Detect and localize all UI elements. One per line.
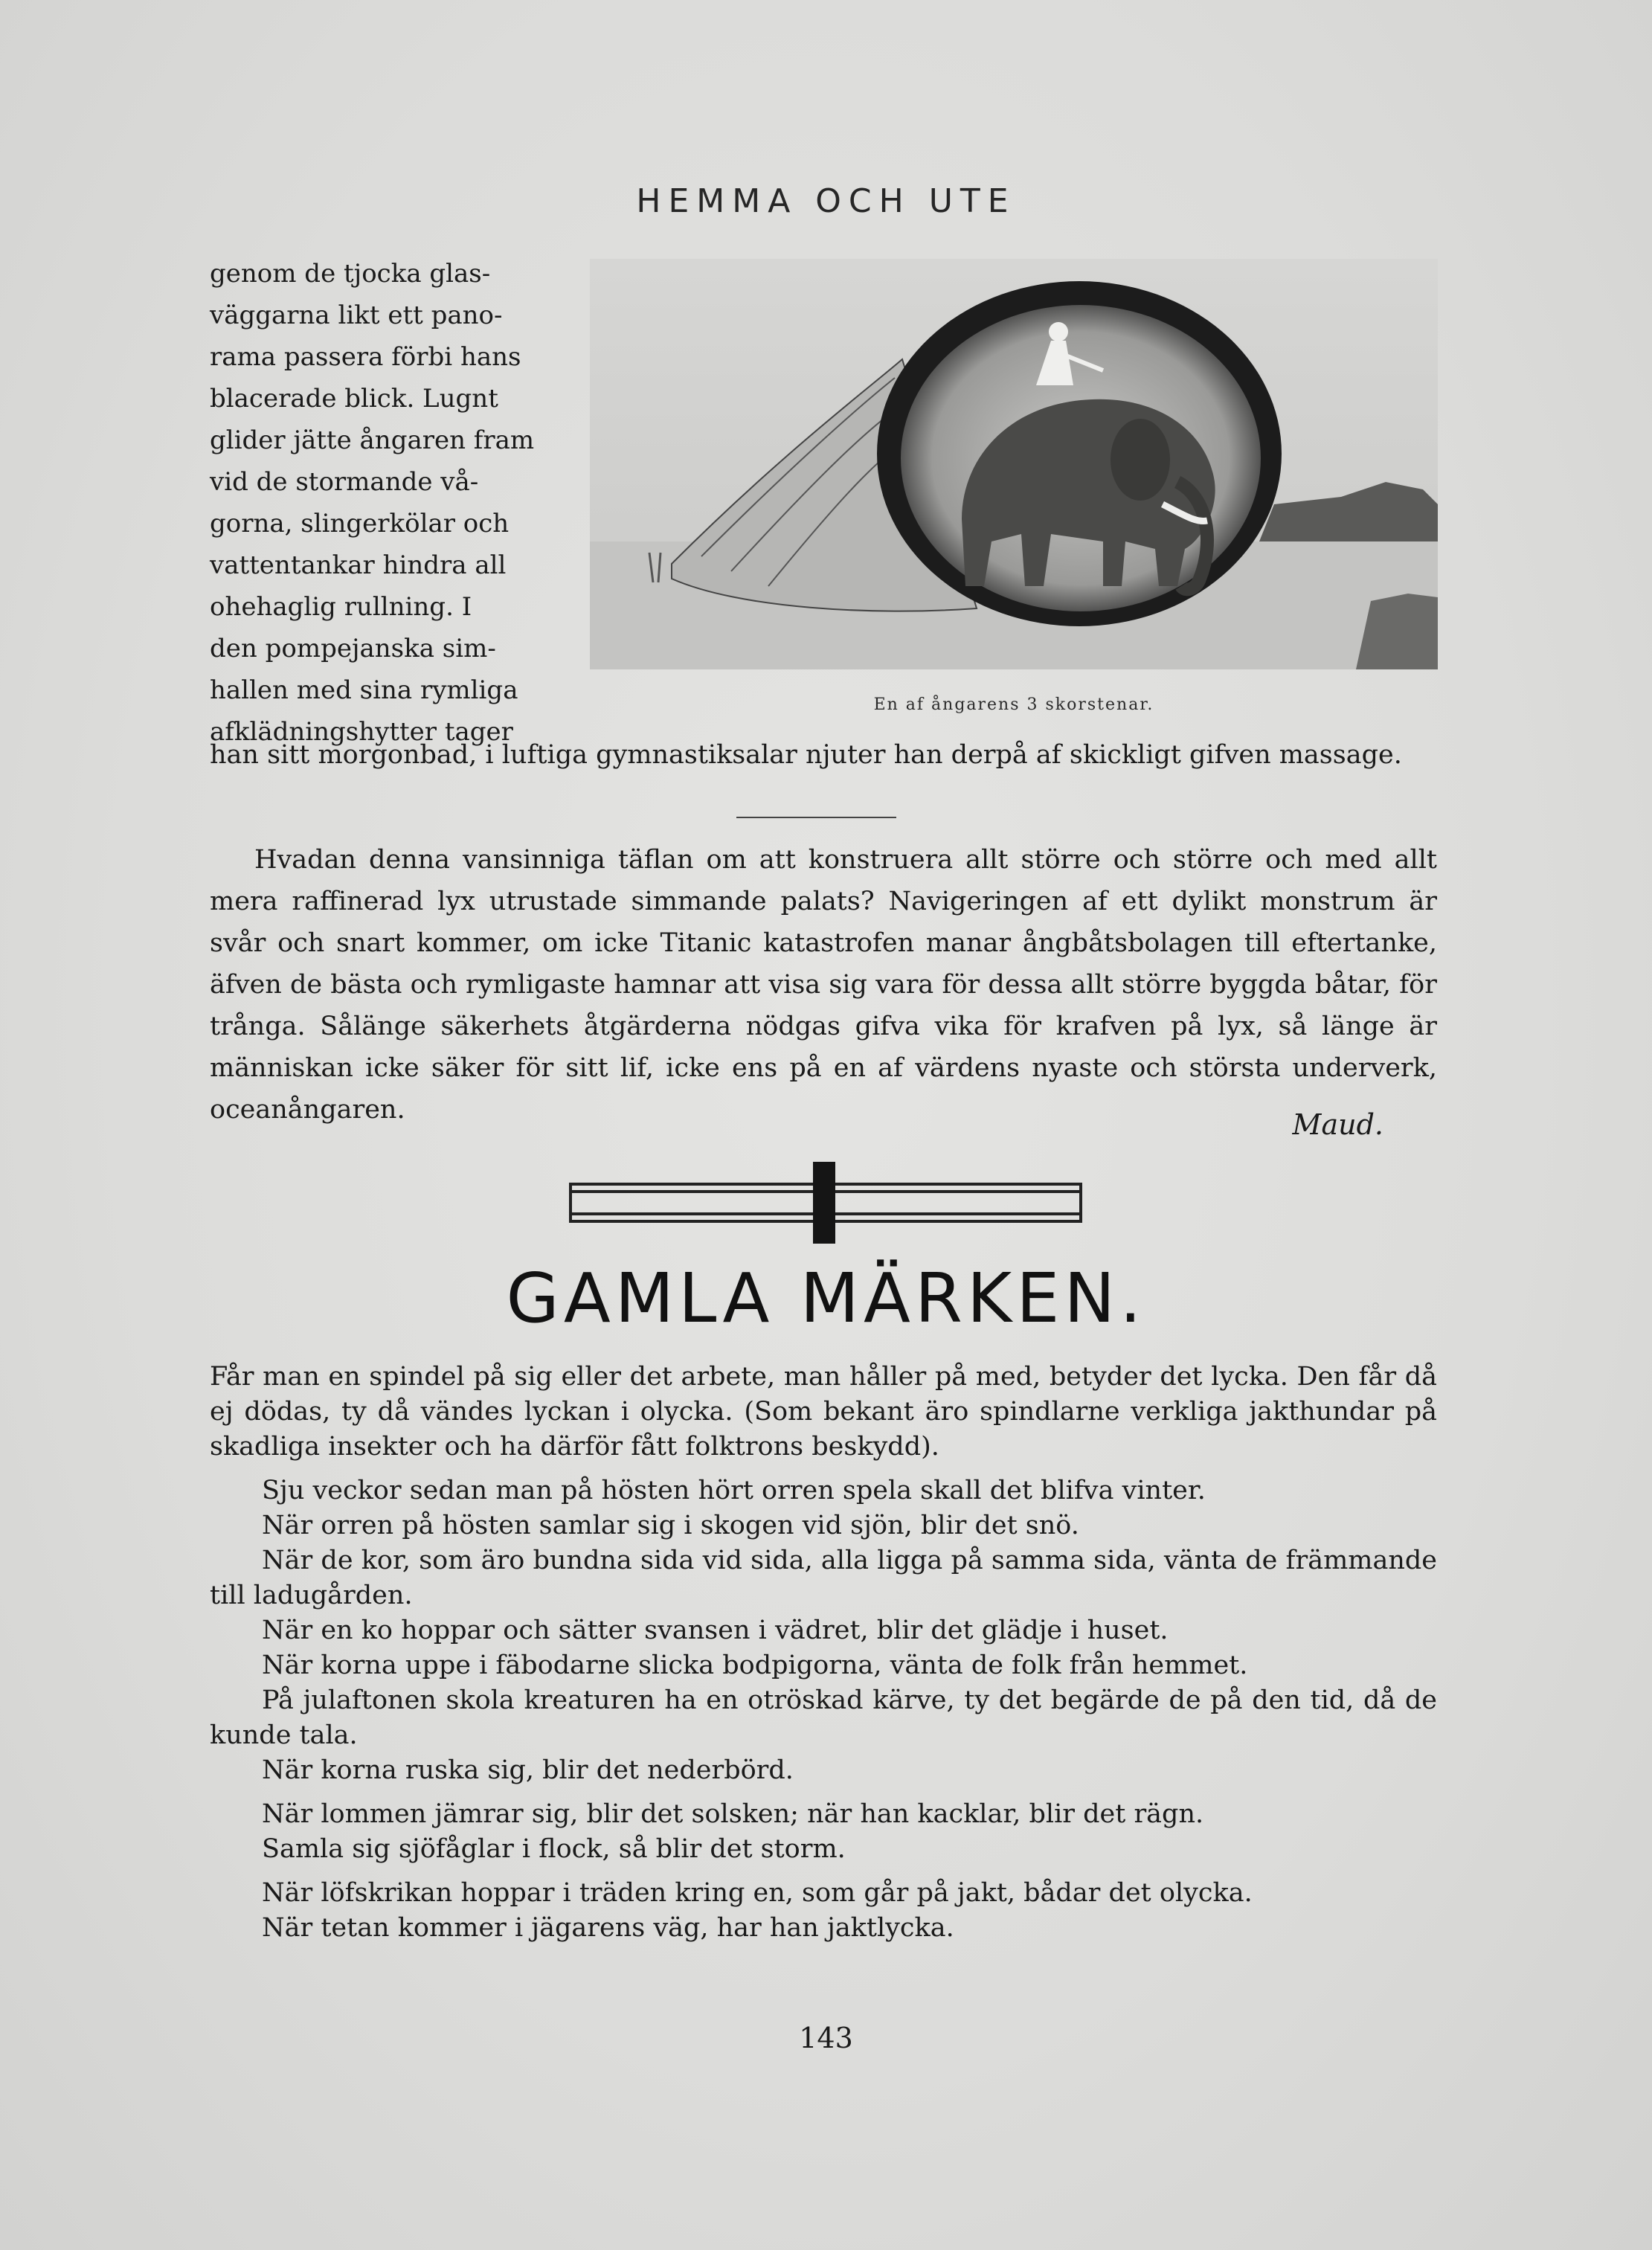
saying-paragraph: När löfskrikan hoppar i träden kring en, som går på jakt, bådar det olycka.	[262, 1878, 1253, 1908]
column-line: väggarna likt ett pano-	[210, 300, 503, 330]
elephant-in-funnel-photo	[590, 259, 1438, 669]
sayings-body	[210, 1360, 1437, 1946]
column-line: ohehaglig rullning. I	[210, 592, 472, 622]
saying-paragraph: Samla sig sjöfåglar i flock, så blir det storm.	[262, 1834, 846, 1864]
column-line: glider jätte ångaren fram	[210, 425, 535, 455]
paragraph-titanic: Hvadan denna vansinniga täflan om att konstruera allt större och större och med allt mera raffinerad lyx utrustade simmande palats? Navigeringen af ett dylikt monstrum är svår och snart kommer, om icke Titanic katastrofen manar ångbåtsbolagen till eftertanke, äfven de bästa och rymligaste hamnar att visa sig vara för dessa allt större byggda båtar, för trånga. Sålänge säkerhets åtgärderna nödgas gifva vika för krafven på lyx, så länge är människan icke säker för sitt lif, icke ens på en af värdens nyaste och största underverk, oceanångaren.	[210, 845, 1437, 1125]
section-divider-line	[736, 817, 896, 818]
column-line: gorna, slingerkölar och	[210, 509, 510, 539]
saying-paragraph: Sju veckor sedan man på hösten hört orren spela skall det blifva vinter.	[262, 1476, 1206, 1505]
saying-paragraph: När korna uppe i fäbodarne slicka bodpigorna, vänta de folk från hemmet.	[262, 1650, 1248, 1680]
author-signature: Maud.	[1292, 1108, 1383, 1141]
column-line: blacerade blick. Lugnt	[210, 384, 498, 414]
saying-paragraph: När de kor, som äro bundna sida vid sida, alla ligga på samma sida, vänta de främmande till ladugården.	[210, 1546, 1437, 1610]
paragraph-continuation: han sitt morgonbad, i luftiga gymnastiksalar njuter han derpå af skickligt gifven massage.	[210, 740, 1402, 770]
saying-paragraph: När korna ruska sig, blir det nederbörd.	[262, 1755, 794, 1785]
saying-paragraph: När lommen jämrar sig, blir det solsken; när han kacklar, blir det rägn.	[262, 1799, 1204, 1829]
column-line: genom de tjocka glas-	[210, 259, 491, 289]
saying-paragraph: Får man en spindel på sig eller det arbete, man håller på med, betyder det lycka. Den får då ej dödas, ty då vändes lyckan i olycka. (Som bekant äro spindlarne verkliga jakthundar på skadliga insekter och ha därför fått folktrons beskydd).	[210, 1362, 1437, 1462]
saying-paragraph: När en ko hoppar och sätter svansen i vädret, blir det glädje i huset.	[262, 1616, 1169, 1645]
saying-paragraph: När tetan kommer i jägarens väg, har han jaktlycka.	[262, 1913, 954, 1943]
wrapped-text-column	[210, 253, 561, 753]
column-line: vid de stormande vå-	[210, 467, 479, 497]
page-number: 143	[799, 2022, 853, 2054]
saying-paragraph: När orren på hösten samlar sig i skogen vid sjön, blir det snö.	[262, 1511, 1079, 1540]
column-line: vattentankar hindra all	[210, 550, 507, 580]
section-title: GAMLA MÄRKEN.	[506, 1259, 1146, 1338]
column-line: rama passera förbi hans	[210, 342, 521, 372]
column-line: hallen med sina rymliga	[210, 675, 518, 705]
ornamental-divider	[569, 1162, 1082, 1244]
column-line: den pompejanska sim-	[210, 634, 496, 663]
running-head: HEMMA OCH UTE	[636, 182, 1016, 220]
saying-paragraph: På julaftonen skola kreaturen ha en otröskad kärve, ty det begärde de på den tid, då de kunde tala.	[210, 1685, 1437, 1750]
column-line: afklädningshytter tager	[210, 717, 513, 747]
figure-caption: En af ångarens 3 skorstenar.	[873, 695, 1154, 714]
